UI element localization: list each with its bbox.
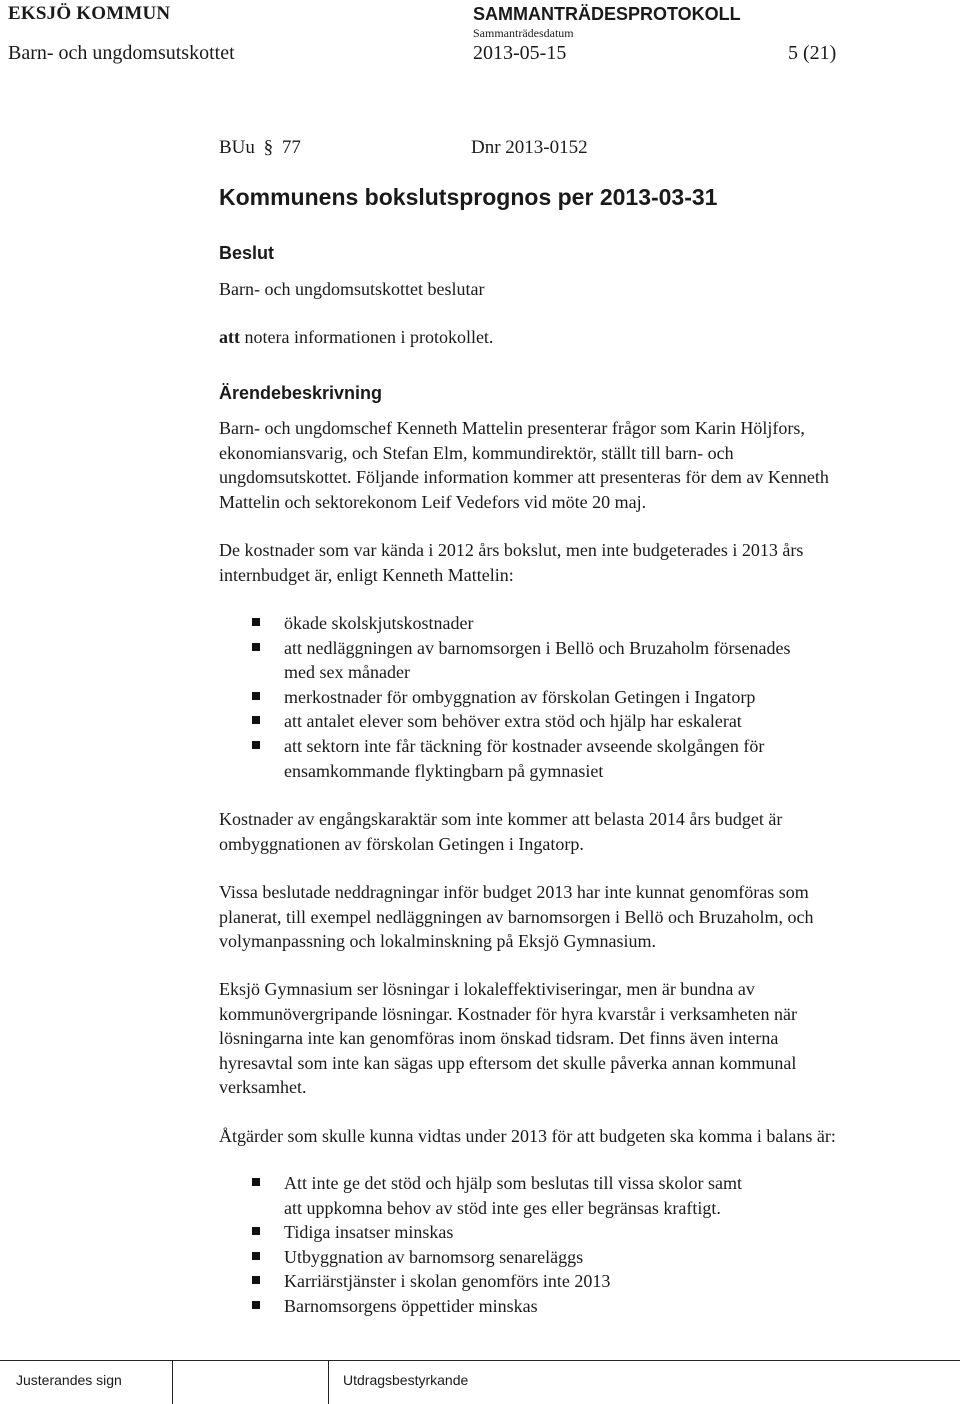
paragraph-line: Åtgärder som skulle kunna vidtas under 2013 för att budgeten ska komma i balans är:	[219, 1126, 836, 1146]
paragraph-6	[219, 1124, 919, 1149]
decision-by: Barn- och ungdomsutskottet beslutar	[219, 279, 485, 299]
date-label: Sammanträdesdatum	[473, 26, 574, 40]
paragraph-line: Mattelin och sektorekonom Leif Vedefors vid möte 20 maj.	[219, 491, 647, 512]
cost-bullet-list	[248, 611, 791, 783]
page-title: Kommunens bokslutsprognos per 2013-03-31	[219, 184, 718, 210]
list-item: Tidiga insatser minskas	[248, 1220, 742, 1245]
list-item: Utbyggnation av barnomsorg senareläggs	[248, 1245, 742, 1270]
footer-sign-label: Justerandes sign	[16, 1372, 122, 1388]
paragraph-line: ungdomsutskottet. Följande information kommer att presenteras för dem av Kenneth	[219, 467, 829, 488]
paragraph-3	[219, 807, 919, 856]
paragraph-line: Vissa beslutade neddragningar inför budget 2013 har inte kunnat genomföras som	[219, 882, 809, 902]
section-num: 77	[281, 137, 301, 158]
list-item: att nedläggningen av barnomsorgen i Bellö och Bruzaholm försenades med sex månader	[248, 636, 791, 685]
bullet-square-icon	[252, 1178, 260, 1186]
paragraph-4	[219, 880, 919, 954]
list-item: att sektorn inte får täckning för kostnader avseende skolgången för ensamkommande flyktingbarn på gymnasiet	[248, 734, 791, 783]
list-item: Barnomsorgens öppettider minskas	[248, 1294, 742, 1319]
paragraph-line: planerat, till exempel nedläggningen av barnomsorgen i Bellö och Bruzaholm, och	[219, 906, 814, 927]
paragraph-line: De kostnader som var kända i 2012 års bokslut, men inte budgeterades i 2013 års	[219, 540, 804, 560]
bullet-square-icon	[252, 643, 260, 651]
bullet-square-icon	[252, 1227, 260, 1235]
case-number: Dnr 2013-0152	[471, 137, 588, 158]
section-sign: §	[263, 137, 274, 158]
list-item: Karriärstjänster i skolan genomförs inte 2013	[248, 1269, 742, 1294]
footer-rule	[0, 1360, 960, 1361]
bullet-square-icon	[252, 1252, 260, 1260]
paragraph-line: kommunövergripande lösningar. Kostnader för hyra kvarstår i verksamheten när	[219, 1003, 797, 1024]
bullet-square-icon	[252, 741, 260, 749]
paragraph-line: ekonomiansvarig, och Stefan Elm, kommundirektör, ställt till barn- och	[219, 442, 734, 463]
paragraph-line: verksamhet.	[219, 1077, 307, 1098]
section-prefix: BUu	[219, 137, 255, 158]
bullet-square-icon	[252, 1276, 260, 1284]
bullet-square-icon	[252, 1301, 260, 1309]
page-number: 5 (21)	[788, 42, 837, 64]
paragraph-line: lösningarna inte kan genomföras inom önskad tidsram. Det finns även interna	[219, 1028, 779, 1049]
footer-divider	[172, 1360, 173, 1404]
paragraph-line: internbudget är, enligt Kenneth Mattelin:	[219, 564, 514, 585]
document-type: SAMMANTRÄDESPROTOKOLL	[473, 4, 741, 24]
paragraph-5	[219, 977, 919, 1100]
paragraph-line: hyresavtal som inte kan sägas upp eftersom det skulle påverka annan kommunal	[219, 1052, 797, 1073]
description-heading: Ärendebeskrivning	[219, 383, 383, 403]
paragraph-line: Kostnader av engångskaraktär som inte kommer att belasta 2014 års budget är	[219, 809, 783, 829]
committee-name: Barn- och ungdomsutskottet	[8, 42, 235, 64]
footer-divider	[328, 1360, 329, 1404]
municipality-name: EKSJÖ KOMMUN	[8, 3, 171, 24]
decision-att-word: att	[219, 327, 240, 347]
bullet-square-icon	[252, 618, 260, 626]
list-item: Att inte ge det stöd och hjälp som beslutas till vissa skolor samt att uppkomna behov av stöd inte ges eller begränsas kraftigt.	[248, 1171, 742, 1220]
paragraph-line: Barn- och ungdomschef Kenneth Mattelin presenterar frågor som Karin Höljfors,	[219, 418, 805, 438]
paragraph-2	[219, 538, 919, 587]
bullet-square-icon	[252, 716, 260, 724]
list-item: merkostnader för ombyggnation av förskolan Getingen i Ingatorp	[248, 685, 791, 710]
bullet-square-icon	[252, 692, 260, 700]
decision-att-text: notera informationen i protokollet.	[244, 327, 494, 347]
measures-bullet-list	[248, 1171, 742, 1319]
decision-text	[219, 325, 919, 350]
decision-heading: Beslut	[219, 243, 275, 263]
meeting-date: 2013-05-15	[473, 42, 567, 64]
paragraph-line: ombyggnationen av förskolan Getingen i Ingatorp.	[219, 833, 584, 854]
paragraph-line: volymanpassning och lokalminskning på Eksjö Gymnasium.	[219, 931, 656, 952]
list-item: ökade skolskjutskostnader	[248, 611, 791, 636]
paragraph-1	[219, 416, 919, 514]
paragraph-line: Eksjö Gymnasium ser lösningar i lokaleffektiviseringar, men är bundna av	[219, 979, 755, 999]
footer-extract-label: Utdragsbestyrkande	[343, 1372, 469, 1388]
list-item: att antalet elever som behöver extra stöd och hjälp har eskalerat	[248, 709, 791, 734]
section-number	[219, 137, 301, 159]
